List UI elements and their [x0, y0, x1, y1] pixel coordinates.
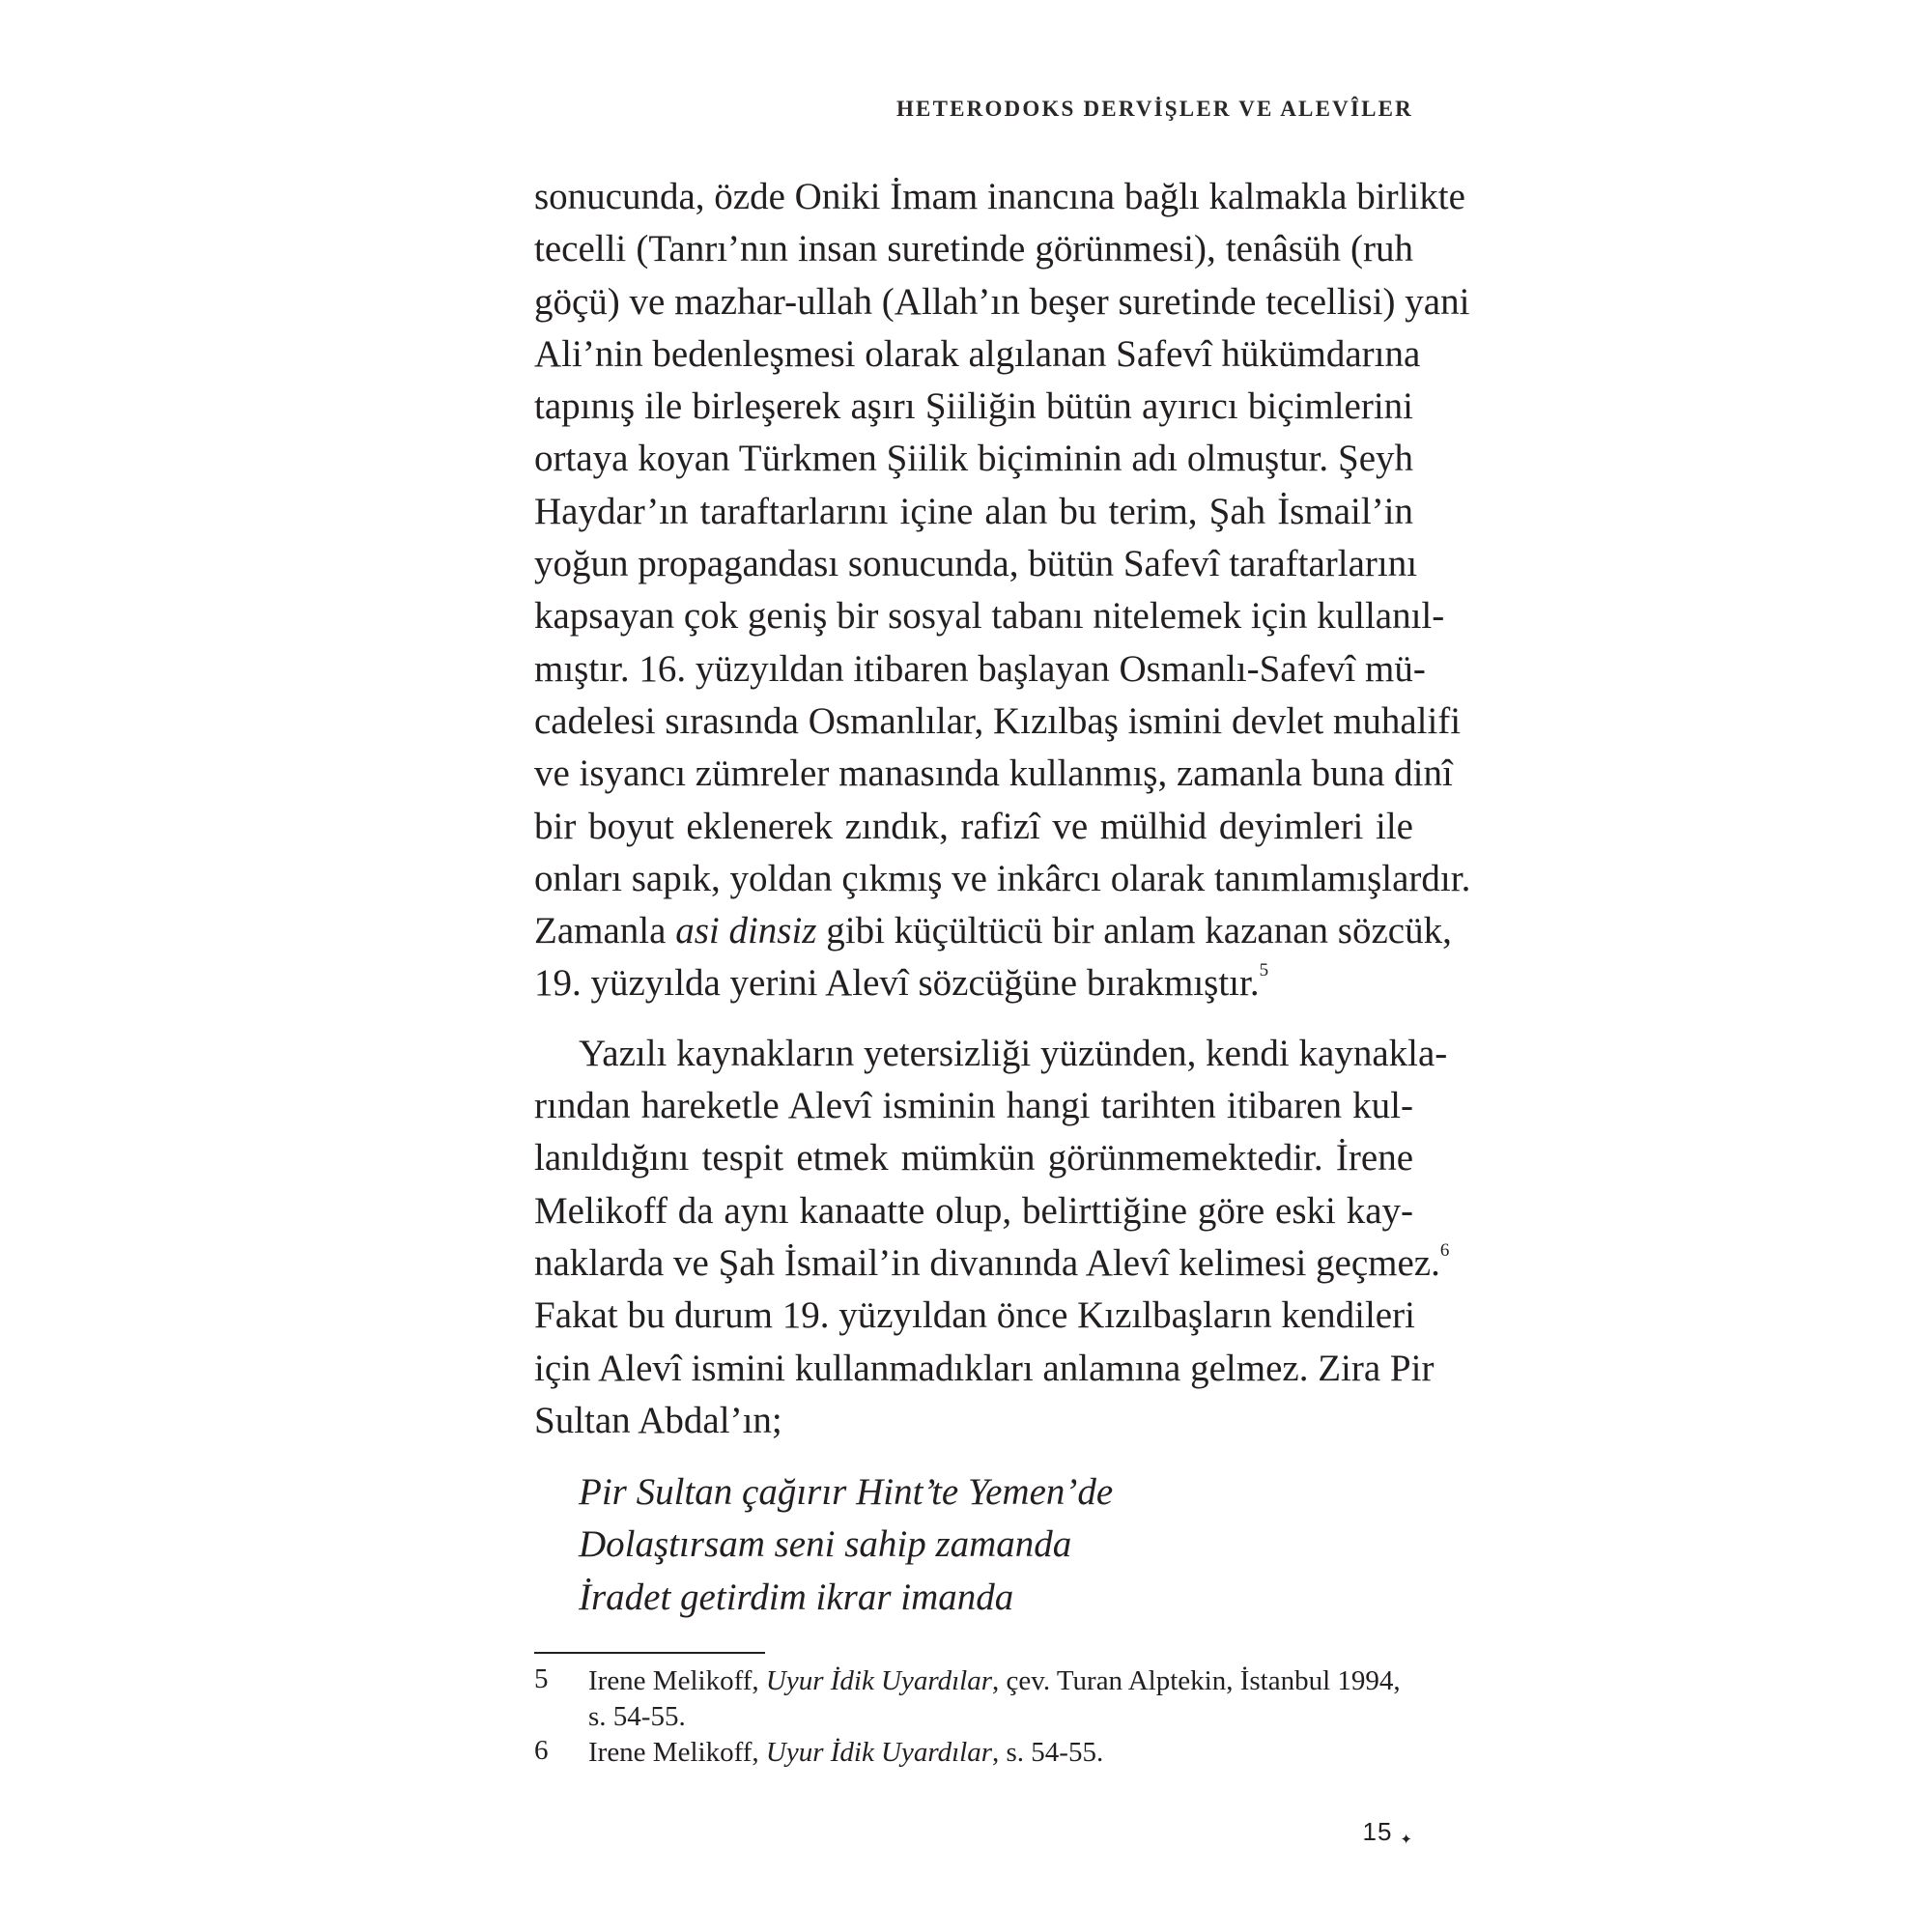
text-run: 19. yüzyılda yerini Alevî sözcüğüne bırakmıştır.: [534, 962, 1260, 1005]
text-line: bir boyut eklenerek zındık, rafizî ve mülhid deyimleri ile: [534, 805, 1413, 847]
footnote-line: s. 54-55.: [588, 1701, 686, 1732]
four-point-star-icon: ✦: [1400, 1832, 1413, 1848]
text-line: yoğun propagandası sonucunda, bütün Safevî taraftarlarını: [534, 543, 1418, 585]
footnote-text: [588, 1663, 1413, 1735]
paragraph-2: [534, 1028, 1450, 1447]
footnote-author: Irene Melikoff,: [588, 1737, 766, 1768]
footnotes: [534, 1663, 1413, 1771]
text-line: için Alevî ismini kullanmadıkları anlamına gelmez. Zira Pir: [534, 1347, 1435, 1389]
footnote-reference[interactable]: 5: [1259, 960, 1269, 981]
footnote-rule: [534, 1652, 765, 1654]
verse-line: İradet getirdim ikrar imanda: [579, 1576, 1014, 1618]
footnote-reference[interactable]: 6: [1439, 1239, 1450, 1261]
paragraph-1: [534, 171, 1471, 1010]
text-line: [534, 1237, 1450, 1290]
verse-line: Dolaştırsam seni sahip zamanda: [579, 1523, 1072, 1566]
footnote-5: [534, 1663, 1413, 1735]
text-line: göçü) ve mazhar-ullah (Allah’ın beşer suretinde tecellisi) yani: [534, 280, 1470, 323]
footnote-author: Irene Melikoff,: [588, 1665, 766, 1696]
page-number: 15: [1362, 1817, 1393, 1846]
text-line: [534, 957, 1413, 1009]
paragraph-spacer: [534, 1010, 1413, 1028]
footnote-line: [588, 1735, 1413, 1771]
footnote-title: Uyur İdik Uyardılar: [765, 1665, 992, 1696]
footnote-title: Uyur İdik Uyardılar: [765, 1737, 992, 1768]
footnote-text: [588, 1735, 1413, 1771]
page-folio: [1256, 1817, 1413, 1848]
text-line: mıştır. 16. yüzyıldan itibaren başlayan Osmanlı-Safevî mü-: [534, 647, 1426, 690]
text-line: ve isyancı zümreler manasında kullanmış, zamanla buna dinî: [534, 753, 1453, 795]
verse-line: Pir Sultan çağırır Hint’te Yemen’de: [579, 1471, 1114, 1514]
text-line: sonucunda, özde Oniki İmam inancına bağlı kalmakla birlikte: [534, 176, 1465, 217]
footnote-details: , çev. Turan Alptekin, İstanbul 1994,: [992, 1665, 1401, 1696]
text-run: Zamanla: [534, 910, 676, 952]
text-line: tapınış ile birleşerek aşırı Şiiliğin bütün ayırıcı biçimlerini: [534, 385, 1413, 428]
text-line: onları sapık, yoldan çıkmış ve inkârcı olarak tanımlamışlardır.: [534, 857, 1471, 899]
text-line: Yazılı kaynakların yetersizliği yüzünden, kendi kaynakla-: [579, 1032, 1448, 1074]
running-head: HETERODOKS DERVİŞLER VE ALEVÎLER: [895, 97, 1413, 121]
text-line: ortaya koyan Türkmen Şiilik biçiminin adı olmuştur. Şeyh: [534, 438, 1413, 480]
text-line: cadelesi sırasında Osmanlılar, Kızılbaş ismini devlet muhalifi: [534, 699, 1462, 742]
footnote-line: [588, 1663, 1413, 1699]
text-line: kapsayan çok geniş bir sosyal tabanı nitelemek için kullanıl-: [534, 595, 1445, 638]
footnote-number: 5: [534, 1663, 549, 1694]
text-line: Sultan Abdal’ın;: [534, 1399, 782, 1441]
text-line: Melikoff da aynı kanaatte olup, belirttiğine göre eski kay-: [534, 1189, 1413, 1232]
italic-phrase: asi dinsiz: [675, 910, 817, 952]
text-line: Ali’nin bedenleşmesi olarak algılanan Safevî hükümdarına: [534, 332, 1421, 375]
text-line: [534, 905, 1452, 957]
footnote-number: 6: [534, 1735, 549, 1766]
text-line: Haydar’ın taraftarlarını içine alan bu terim, Şah İsmail’in: [534, 490, 1413, 532]
text-line: tecelli (Tanrı’nın insan suretinde görünmesi), tenâsüh (ruh: [534, 228, 1413, 270]
footnote-6: [534, 1735, 1413, 1771]
text-line: Fakat bu durum 19. yüzyıldan önce Kızılbaşların kendileri: [534, 1294, 1415, 1337]
verse-spacer: [534, 1447, 1413, 1466]
verse-block: [534, 1466, 1413, 1624]
text-run: naklarda ve Şah İsmail’in divanında Alevî kelimesi geçmez.: [534, 1241, 1440, 1284]
text-line: rından hareketle Alevî isminin hangi tarihten itibaren kul-: [534, 1085, 1413, 1127]
footnote-details: , s. 54-55.: [992, 1737, 1104, 1768]
text-line: lanıldığını tespit etmek mümkün görünmemektedir. İrene: [534, 1137, 1413, 1179]
text-run: gibi küçültücü bir anlam kazanan sözcük,: [816, 910, 1452, 952]
body-text: [534, 171, 1471, 1624]
